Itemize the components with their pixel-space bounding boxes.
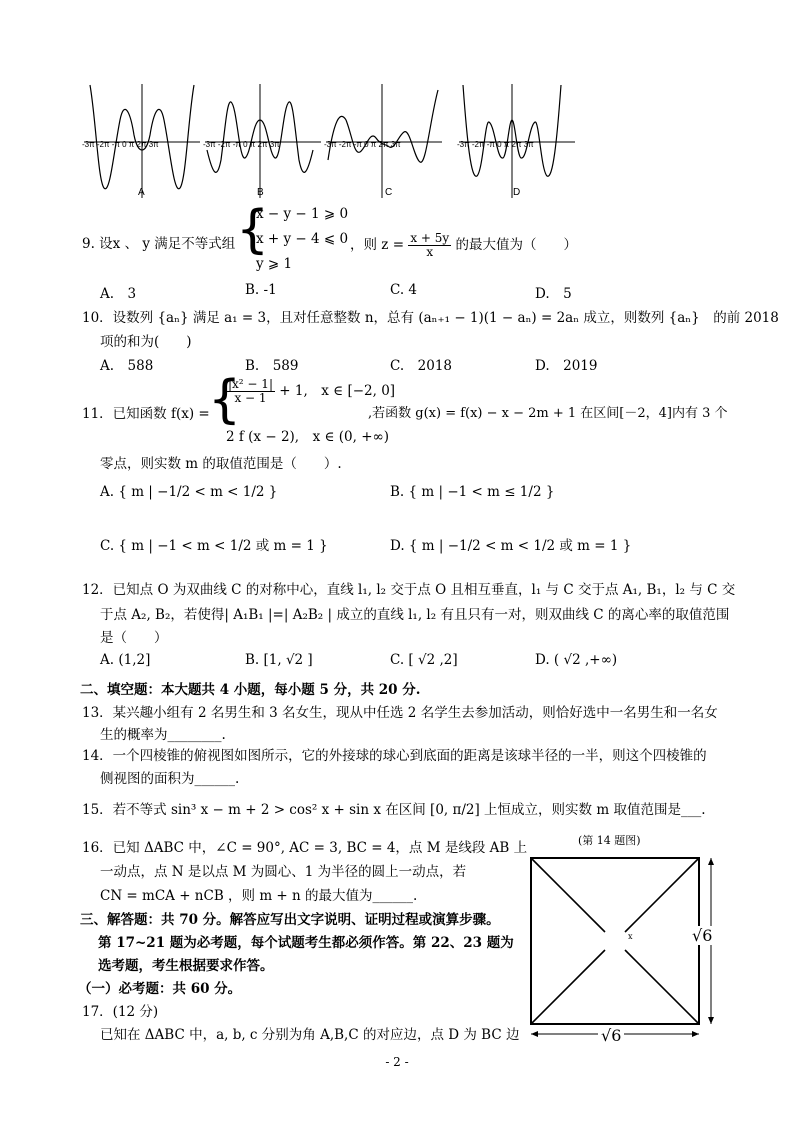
section3-line3: 选考题，考生根据要求作答。: [98, 958, 274, 974]
section3-line1: 三、解答题：共 70 分。解答应写出文字说明、证明过程或演算步骤。: [80, 912, 500, 928]
q11-option-b: B. { m | −1 < m ≤ 1/2 }: [390, 484, 555, 500]
page-number: - 2 -: [385, 1055, 409, 1069]
q10-option-c: C. 2018: [390, 358, 452, 374]
q9-prefix: 9. 设x 、 y 满足不等式组: [82, 236, 236, 252]
q12-line1: 12．已知点 O 为双曲线 C 的对称中心，直线 l₁, l₂ 交于点 O 且相互垂直，l₁ 与 C 交于点 A₁, B₁，l₂ 与 C 交: [82, 582, 736, 598]
figure14-side-bottom: √6: [598, 1026, 624, 1045]
q13-line2: 生的概率为________.: [100, 727, 226, 743]
q10-option-d: D. 2019: [535, 358, 598, 374]
q12-option-b: B. [1, √2 ]: [245, 652, 313, 668]
graph-c-ticks: -3π -2π -π 0 π 2π 3π: [324, 140, 401, 149]
graph-label-b: B: [257, 187, 264, 198]
graph-a-ticks: -3π -2π -π 0 π 2π 3π: [82, 140, 159, 149]
q16-line2: 一动点，点 N 是以点 M 为圆心、1 为半径的圆上一动点，若: [100, 864, 467, 880]
q9-brace: {: [236, 200, 270, 260]
q16-line3: CN = mCA + nCB ，则 m + n 的最大值为______.: [100, 888, 418, 904]
figure14: [525, 852, 725, 1052]
q17-line1: 17．(12 分): [82, 1004, 159, 1020]
q10-line2: 项的和为( ): [100, 334, 192, 350]
q9-den: x: [426, 245, 434, 259]
q10-line1: 10．设数列 {aₙ} 满足 a₁ = 3，且对任意整数 n，总有 (aₙ₊₁ − 1)(1 − aₙ) = 2aₙ 成立，则数列 {aₙ} 的前 2018: [82, 310, 779, 326]
q9-suffix: 的最大值为（ ）: [455, 237, 577, 253]
q9-option-c: C. 4: [390, 282, 418, 298]
figure14-side-right: √6: [692, 926, 713, 945]
q11-prefix: 11．已知函数 f(x) =: [82, 406, 210, 422]
q17-line2: 已知在 ΔABC 中，a, b, c 分别为角 A,B,C 的对应边，点 D 为 BC 边: [100, 1027, 520, 1043]
q11-case1: [226, 378, 395, 405]
q9-fraction: [408, 232, 451, 259]
q13-line1: 13．某兴趣小组有 2 名男生和 3 名女生，现从中任选 2 名学生去参加活动，则恰好选中一名男生和一名女: [82, 705, 718, 721]
graph-label-c: C: [385, 187, 393, 198]
section3-line2: 第 17~21 题为必考题，每个试题考生都必须作答。第 22、23 题为: [98, 935, 514, 951]
figure14-caption: (第 14 题图): [578, 834, 641, 847]
q11-line2: 零点，则实数 m 的取值范围是（ ）.: [100, 456, 342, 472]
q16-line1: 16．已知 ΔABC 中，∠C = 90°, AC = 3, BC = 4，点 M 是线段 AB 上: [82, 840, 528, 856]
q15-text: 15．若不等式 sin³ x − m + 2 > cos² x + sin x 在区间 [0, π/2] 上恒成立，则实数 m 取值范围是___.: [82, 802, 706, 818]
q11-case1-rest: + 1, x ∈ [−2, 0]: [279, 383, 396, 399]
q9-mid: [350, 232, 577, 259]
q12-line3: 是（ ）: [100, 630, 168, 646]
q11-brace: {: [208, 370, 242, 430]
q11-option-d: D. { m | −1/2 < m < 1/2 或 m = 1 }: [390, 538, 632, 554]
q11-suffix: ,若函数 g(x) = f(x) − x − 2m + 1 在区间[－2，4]内有 3 个: [368, 406, 728, 421]
q9-mid-text: ，则 z =: [350, 237, 405, 253]
q9-option-d: D. 5: [535, 286, 572, 302]
q11-option-c: C. { m | −1 < m < 1/2 或 m = 1 }: [100, 538, 328, 554]
q11-case1-num: |x² − 1|: [228, 377, 273, 391]
figure14-center-mark: x: [628, 932, 633, 941]
q9-sys3: y ⩾ 1: [256, 256, 293, 272]
q9-sys2: x + y − 4 ⩽ 0: [256, 231, 349, 247]
q12-option-d: D. ( √2 ,+∞): [535, 652, 618, 668]
q9-option-a: A. 3: [100, 286, 137, 302]
q12-option-c: C. [ √2 ,2]: [390, 652, 458, 668]
graph-b-ticks: -3π -2π -π 0 π 2π 3π: [203, 140, 280, 149]
q14-line2: 侧视图的面积为______.: [100, 771, 240, 787]
section2-heading: 二、填空题：本大题共 4 小题，每小题 5 分，共 20 分.: [80, 682, 421, 698]
q10-option-a: A. 588: [100, 358, 154, 374]
q12-line2: 于点 A₂, B₂，若使得| A₁B₁ |=| A₂B₂ | 成立的直线 l₁, l₂ 有且只有一对，则双曲线 C 的离心率的取值范围: [100, 607, 730, 623]
q10-option-b: B. 589: [245, 358, 299, 374]
q9-option-b: B. -1: [245, 282, 277, 298]
q11-case2: 2 f (x − 2), x ∈ (0, +∞): [226, 429, 390, 445]
section3-line4: （一）必考题：共 60 分。: [78, 981, 242, 997]
q11-case1-den: x − 1: [234, 391, 267, 405]
q14-line1: 14．一个四棱锥的俯视图如图所示，它的外接球的球心到底面的距离是该球半径的一半，则这个四棱锥的: [82, 748, 707, 764]
q9-num: x + 5y: [410, 231, 450, 245]
graph-label-d: D: [513, 187, 521, 198]
q11-option-a: A. { m | −1/2 < m < 1/2 }: [100, 484, 278, 500]
graph-d-ticks: -3π -2π -π 0 π 2π 3π: [457, 140, 534, 149]
q9-sys1: x − y − 1 ⩾ 0: [256, 206, 349, 222]
q11-case1-fraction: [226, 378, 275, 405]
q12-option-a: A. (1,2]: [100, 652, 151, 668]
graph-label-a: A: [138, 187, 145, 198]
